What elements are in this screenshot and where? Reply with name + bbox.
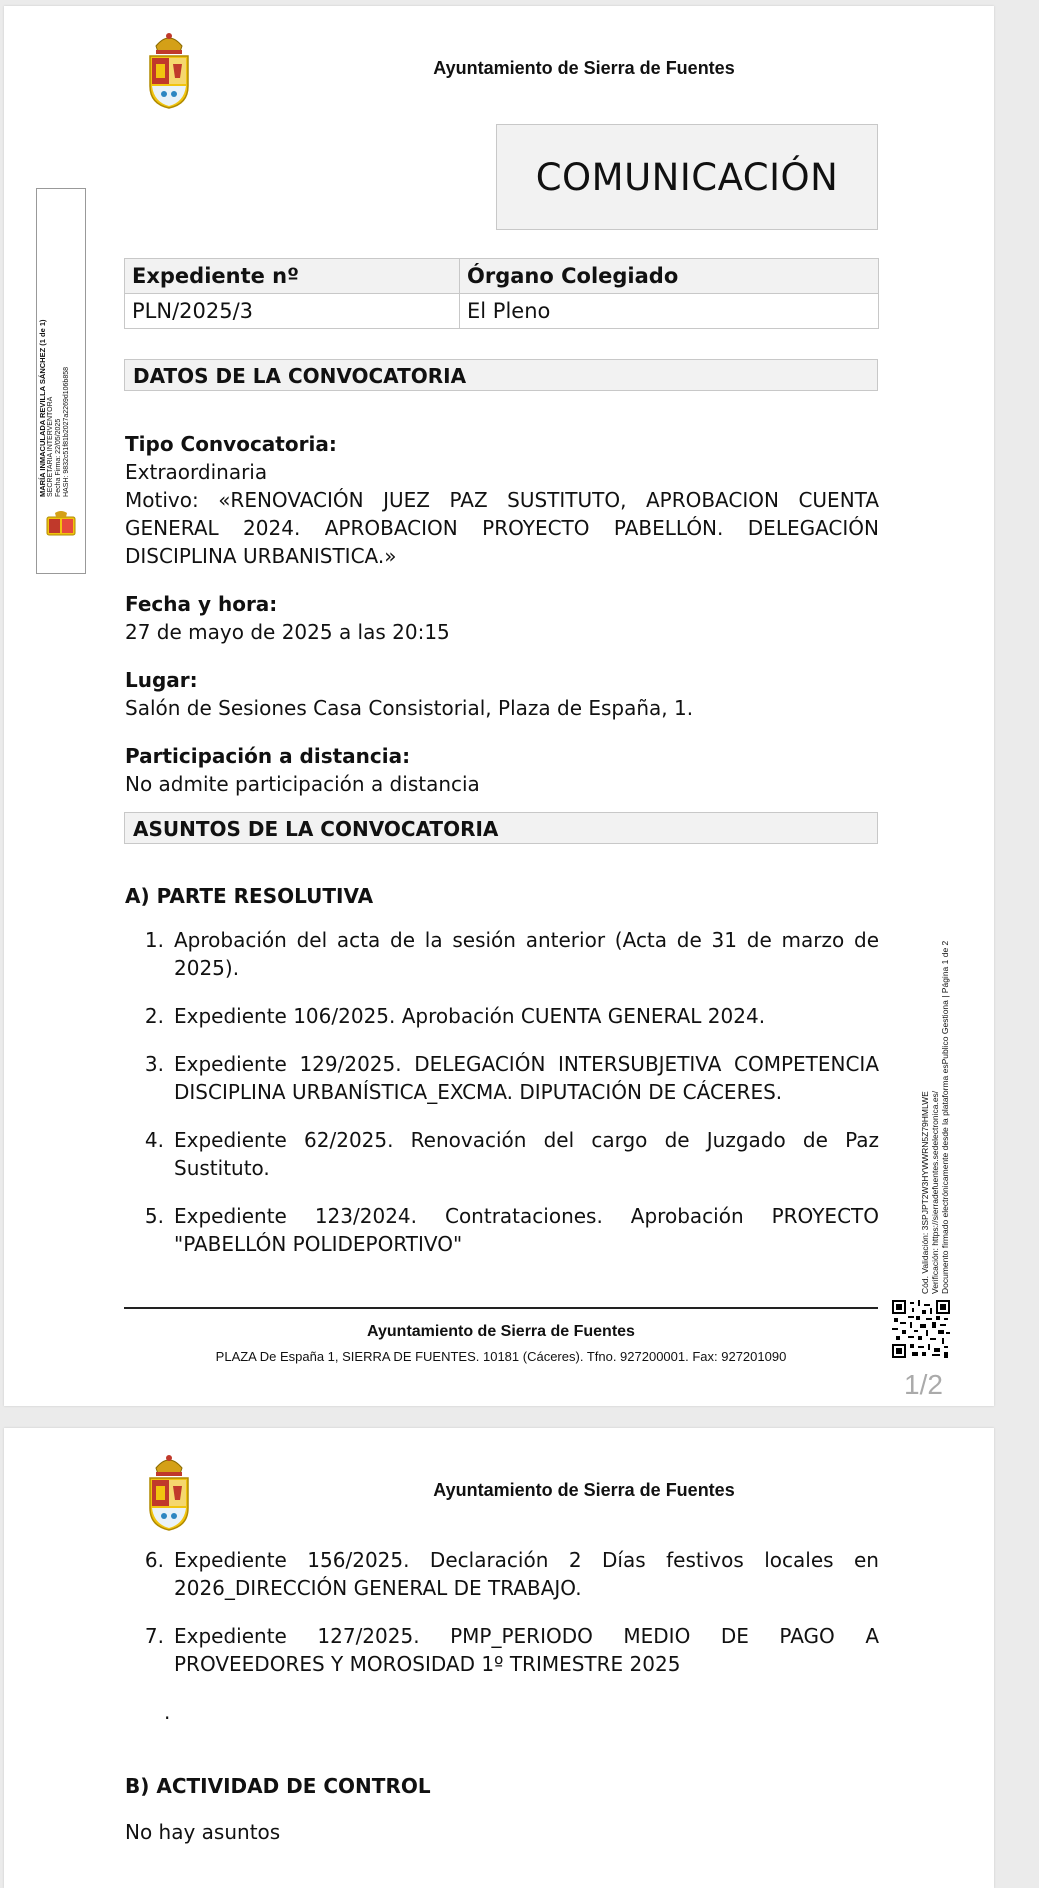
footer-org-name: Ayuntamiento de Sierra de Fuentes [367, 1323, 635, 1340]
organo-value: El Pleno [460, 294, 879, 329]
fecha-block [125, 590, 879, 646]
item-number: 4. [144, 1128, 164, 1152]
item-number: 2. [144, 1004, 164, 1028]
expediente-header: Expediente nº [125, 259, 460, 294]
item-number: 1. [144, 928, 164, 952]
signature-text [39, 197, 83, 497]
actividad-control-block [125, 1772, 879, 1846]
list-item [125, 1546, 879, 1602]
signature-hash: HASH: 9832c51f81b2027a2269d106b858 [63, 366, 70, 497]
lugar-label: Lugar: [125, 668, 198, 692]
participacion-block [125, 742, 879, 798]
trailing-dot: . [164, 1700, 171, 1724]
verification-code: Cód. Validación: 3SPJPT2W3HYWWRN5Z79HMLWE [920, 1091, 930, 1294]
item-text: Expediente 129/2025. DELEGACIÓN INTERSUBJETIVA COMPETENCIA DISCIPLINA URBANÍSTICA_EXCMA. DIPUTACIÓN DE CÁCERES. [174, 1052, 879, 1104]
footer-divider [124, 1307, 878, 1309]
tipo-value: Extraordinaria [125, 460, 268, 484]
section-datos-convocatoria: DATOS DE LA CONVOCATORIA [124, 359, 878, 391]
list-item [125, 1622, 879, 1678]
list-item [125, 1126, 879, 1182]
agenda-list-page1 [125, 926, 879, 1258]
organo-header: Órgano Colegiado [460, 259, 879, 294]
participacion-label: Participación a distancia: [125, 744, 411, 768]
parte-a-heading: A) PARTE RESOLUTIVA [125, 884, 374, 908]
item-number: 7. [144, 1624, 164, 1648]
motivo-text: Motivo: «RENOVACIÓN JUEZ PAZ SUSTITUTO, APROBACION CUENTA GENERAL 2024. APROBACION PROYECTO PABELLÓN. DELEGACIÓN DISCIPLINA URBANISTICA.» [125, 488, 879, 568]
item-text: Expediente 156/2025. Declaración 2 Días festivos locales en 2026_DIRECCIÓN GENERAL DE TRABAJO. [174, 1548, 879, 1600]
agenda-continuation-block [125, 1546, 879, 1726]
parte-b-value: No hay asuntos [125, 1820, 281, 1844]
item-number: 5. [144, 1204, 164, 1228]
item-number: 6. [144, 1548, 164, 1572]
item-number: 3. [144, 1052, 164, 1076]
document-title: COMUNICACIÓN [496, 124, 878, 230]
footer-address: PLAZA De España 1, SIERRA DE FUENTES. 10181 (Cáceres). Tfno. 927200001. Fax: 927201090 [215, 1349, 787, 1364]
lugar-block [125, 666, 879, 722]
item-text: Expediente 106/2025. Aprobación CUENTA GENERAL 2024. [174, 1004, 766, 1028]
list-item [125, 1202, 879, 1258]
signature-stamp [36, 188, 86, 574]
qr-code-icon [892, 1300, 950, 1358]
section-asuntos-convocatoria: ASUNTOS DE LA CONVOCATORIA [124, 812, 878, 844]
document-page-1 [4, 6, 994, 1406]
signer-name: MARÍA INMACULADA REVILLA SÁNCHEZ (1 de 1) [38, 319, 47, 497]
list-item [125, 1050, 879, 1106]
fecha-value: 27 de mayo de 2025 a las 20:15 [125, 620, 450, 644]
verification-note: Documento firmado electrónicamente desde la plataforma esPublico Gestiona | Página 1 de 2 [940, 940, 950, 1294]
signature-date: Fecha Firma: 22/05/2025 [55, 418, 62, 497]
participacion-value: No admite participación a distancia [125, 772, 480, 796]
tipo-label: Tipo Convocatoria: [125, 432, 337, 456]
list-item [125, 926, 879, 982]
parte-b-heading: B) ACTIVIDAD DE CONTROL [125, 1774, 431, 1798]
page-number: 1/2 [904, 1369, 943, 1400]
parte-resolutiva-block [125, 882, 879, 1278]
municipal-crest-icon [144, 1450, 194, 1532]
signature-crest-icon [45, 511, 77, 539]
header-org-name: Ayuntamiento de Sierra de Fuentes [433, 1480, 735, 1500]
signer-role: SECRETARIA INTERVENTORA [47, 396, 54, 497]
header-org-name: Ayuntamiento de Sierra de Fuentes [433, 58, 735, 78]
lugar-value: Salón de Sesiones Casa Consistorial, Plaza de España, 1. [125, 696, 694, 720]
tipo-convocatoria-block [125, 430, 879, 570]
item-text: Expediente 127/2025. PMP_PERIODO MEDIO DE PAGO A PROVEEDORES Y MOROSIDAD 1º TRIMESTRE 2025 [174, 1624, 879, 1676]
item-text: Expediente 123/2024. Contrataciones. Aprobación PROYECTO "PABELLÓN POLIDEPORTIVO" [174, 1204, 879, 1256]
item-text: Aprobación del acta de la sesión anterior (Acta de 31 de marzo de 2025). [174, 928, 879, 980]
verification-url: Verificación: https://sierradefuentes.sedelectronica.es/ [930, 1090, 940, 1294]
list-item [125, 1002, 879, 1030]
document-page-2 [4, 1428, 994, 1888]
verification-text [920, 874, 954, 1294]
item-text: Expediente 62/2025. Renovación del cargo de Juzgado de Paz Sustituto. [174, 1128, 879, 1180]
expediente-table [124, 258, 879, 329]
agenda-list-page2 [125, 1546, 879, 1678]
municipal-crest-icon [144, 28, 194, 110]
fecha-label: Fecha y hora: [125, 592, 278, 616]
expediente-value: PLN/2025/3 [125, 294, 460, 329]
